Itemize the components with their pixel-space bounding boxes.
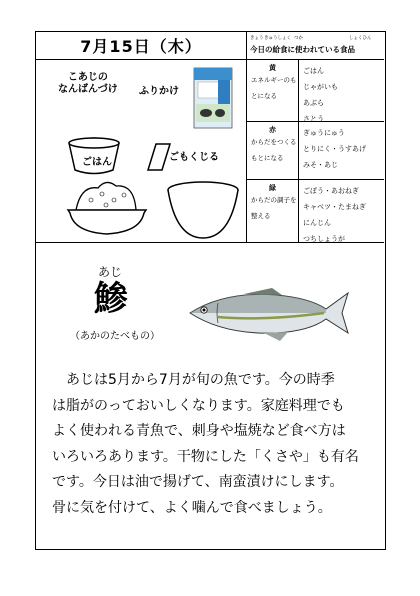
menu-sheet (35, 31, 386, 550)
food-group-red (247, 122, 384, 180)
food-item: さとう (303, 115, 324, 123)
group-desc-line: もとになる (251, 154, 284, 162)
horse-mackerel-icon (184, 285, 354, 343)
item-soup-label: ごもくじる (169, 152, 219, 163)
menu-drawings (36, 60, 246, 242)
group-desc-line: からだをつくる (251, 138, 297, 146)
food-group-label (247, 60, 299, 121)
furikake-packet-icon (148, 144, 170, 170)
paragraph-line: よく使われる青魚で、刺身や塩焼など食べ方は (52, 423, 346, 439)
food-item: つちしょうが (303, 235, 345, 243)
item-rice-label: ごはん (82, 157, 112, 168)
fish-description (52, 368, 382, 521)
food-group-green (247, 180, 384, 242)
group-desc (247, 72, 298, 104)
group-name: 緑 (269, 184, 276, 192)
paragraph-line: は脂がのっておいしくなります。家庭料理でも (52, 397, 345, 414)
title-ruby: きょう (250, 36, 264, 41)
ingredients-title (247, 32, 384, 60)
food-item: ごはん (303, 67, 324, 75)
food-item: にんじん (303, 219, 331, 227)
paragraph-line: 骨に気を付けて、よく噛んで食べましょう。 (52, 499, 332, 516)
title-ruby: きゅうしょく (264, 36, 291, 41)
group-desc-line: からだの調子を (251, 196, 297, 204)
food-groups (247, 60, 384, 242)
food-item: みそ・あじ (303, 161, 338, 169)
group-desc-line: とになる (251, 92, 277, 100)
soup-bowl-icon (168, 182, 238, 238)
food-item: とりにく・うすあげ (303, 145, 366, 153)
item-furikake-label: ふりかけ (139, 86, 179, 97)
food-group-yellow (247, 60, 384, 122)
group-desc-line: 整える (251, 212, 271, 220)
item-label-line: なんばんづけ (58, 84, 118, 95)
fish-reading: あじ (98, 265, 123, 279)
group-desc-line: エネルギーのも (251, 76, 297, 84)
fish-article (36, 242, 384, 516)
food-item: キャベツ・たまねぎ (303, 203, 366, 211)
food-item: ぎゅうにゅう (303, 129, 345, 137)
date-header: 7月15日（木） (36, 32, 247, 60)
group-foods (303, 183, 366, 247)
group-foods (303, 63, 338, 127)
menu-illustrations (36, 60, 247, 242)
group-foods (303, 125, 366, 173)
group-name: 黄 (269, 64, 276, 72)
food-group-label (247, 180, 299, 242)
group-desc (247, 192, 298, 224)
milk-carton-icon (194, 68, 232, 128)
ingredients-title-text: 今日の給食に使われている食品 (250, 45, 355, 54)
title-ruby: つか (294, 36, 303, 41)
fish-kanji: 鯵 (94, 279, 128, 319)
item-label-line: こあじの (67, 72, 108, 83)
title-ruby: しょくひん (349, 36, 372, 41)
rice-bowl-icon (68, 182, 146, 234)
group-desc (247, 134, 298, 166)
food-group-label (247, 122, 299, 179)
group-name: 赤 (269, 126, 276, 134)
paragraph-line: あじは5月から7月が旬の魚です。今の時季 (52, 372, 335, 388)
paragraph-line: いろいろあります。干物にした「くさや」も有名 (52, 448, 359, 465)
food-item: ごぼう・あおねぎ (303, 187, 359, 195)
food-item: あぶら (303, 99, 324, 107)
fish-category: （あかのたべもの） (70, 331, 160, 342)
paragraph-line: です。今日は油で揚げて、南蛮漬けにします。 (52, 474, 344, 490)
food-item: じゃがいも (303, 83, 338, 91)
